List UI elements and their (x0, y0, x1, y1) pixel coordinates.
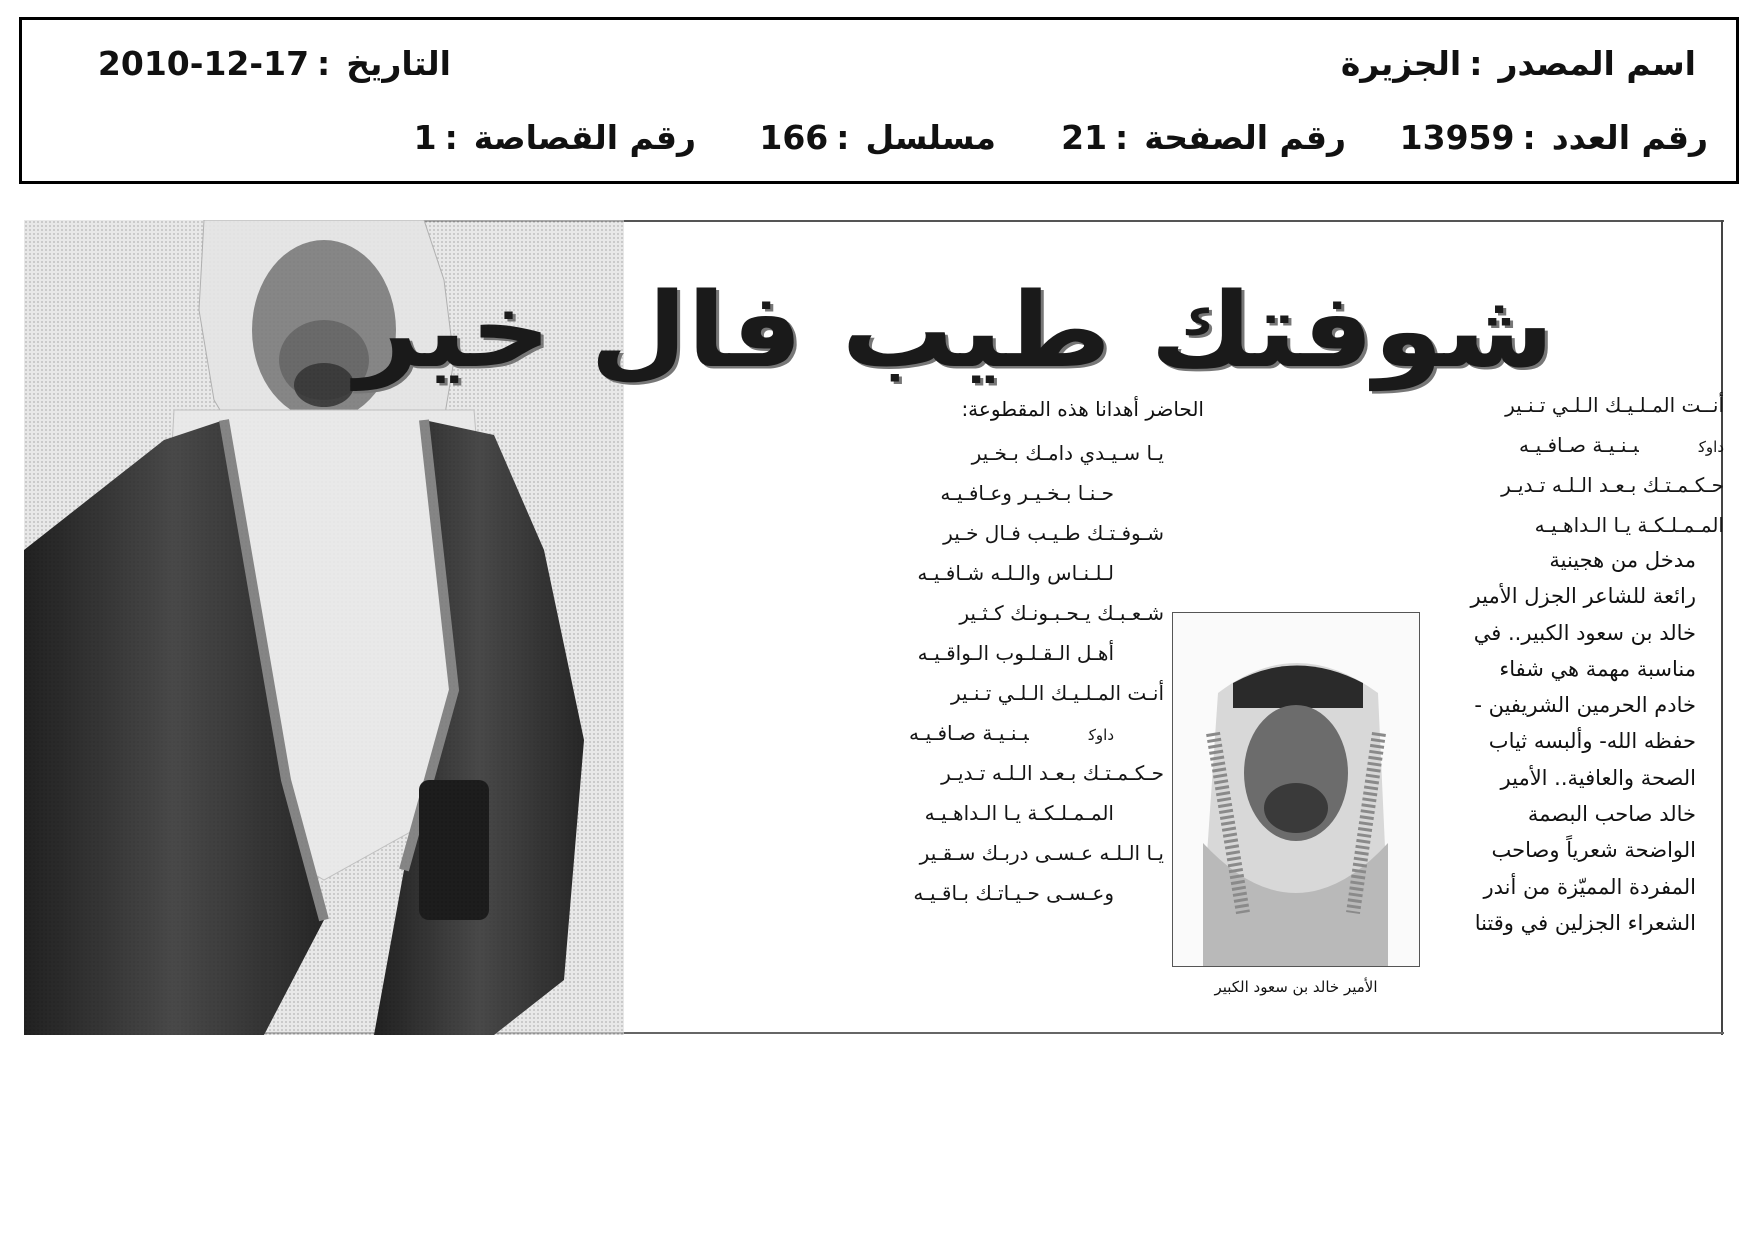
body-line: خالد بن سعود الكبير.. في (1473, 620, 1696, 645)
issue-value: 13959 (1399, 118, 1515, 157)
source-field: اسم المصدر:الجزيرة (1340, 44, 1696, 83)
date-label: التاريخ (346, 44, 451, 83)
serial-value: 166 (759, 118, 829, 157)
poem-right-line-4: المـمـلـكـة يـا الـداهـيـه (1534, 513, 1724, 537)
inset-caption: الأمير خالد بن سعود الكبير (1214, 978, 1378, 996)
page-value: 21 (1061, 118, 1108, 157)
date-value: 17-12-2010 (97, 44, 310, 83)
poem-left-line: أهـل الـقـلـوب الـواقـيـه (917, 641, 1114, 665)
poem-right-line-2: داوكبـنـيـة صـافـيـه (1519, 433, 1724, 457)
poem-left-line: حـكـمـتـك بـعـد الـلـه تـديـر (941, 761, 1164, 785)
source-value: الجزيرة (1340, 44, 1462, 83)
body-line: رائعة للشاعر الجزل الأمير (1470, 584, 1696, 609)
clip-label: رقم القصاصة (473, 118, 696, 157)
body-line: خالد صاحب البصمة (1527, 802, 1696, 827)
poem-left-line: شـعـبـك يـحـبـونـك كـثـير (959, 601, 1164, 625)
body-line: الشعراء الجزلين في وقتنا (1474, 910, 1696, 935)
page-field: رقم الصفحة:21 (1061, 118, 1346, 157)
poem-right-line-1: أنــت المـلـيـك الـلـي تـنـير (1505, 393, 1724, 417)
source-label: اسم المصدر (1498, 44, 1696, 83)
newspaper-clipping (24, 220, 1724, 1035)
body-line: خادم الحرمين الشريفين - (1474, 693, 1696, 718)
clip-field: رقم القصاصة:1 (413, 118, 696, 157)
serial-field: مسلسل:166 (759, 118, 996, 157)
body-line: المفردة المميّزة من أندر (1483, 874, 1696, 899)
poem-left-line: يـا سـيـدي دامـك بـخـير (971, 441, 1164, 465)
headline: شوفتك طيب فال خير (354, 271, 1554, 391)
poem-left-line: شـوفـتـك طـيـب فـال خـير (943, 521, 1164, 545)
poem-left-line: أنـت المـلـيـك الـلـي تـنـير (950, 681, 1164, 705)
poem-left-line: المـمـلـكـة يـا الـداهـيـه (924, 801, 1114, 825)
poem-left-line: وعـسـى حـيـاتـك بـاقـيـه (913, 881, 1114, 905)
blank-margin (0, 1036, 1754, 1240)
metadata-box (19, 17, 1739, 184)
poem-left-line: لـلـنـاس والـلـه شـافـيـه (917, 561, 1114, 585)
serial-label: مسلسل (865, 118, 996, 157)
clip-value: 1 (413, 118, 437, 157)
body-text (1424, 542, 1696, 941)
inset-photo (1172, 612, 1420, 967)
issue-label: رقم العدد (1551, 118, 1708, 157)
body-line: مدخل من هجينية (1549, 548, 1696, 572)
issue-field: رقم العدد:13959 (1399, 118, 1708, 157)
poem-left-line: يـا الـلـه عـسـى دربـك سـقـير (919, 841, 1164, 865)
page-label: رقم الصفحة (1144, 118, 1346, 157)
body-line: حفظه الله- وألبسه ثياب (1488, 729, 1696, 754)
poem-left-line: داوكبـنـيـة صـافـيـه (909, 721, 1114, 745)
body-line: مناسبة مهمة هي شفاء (1499, 656, 1696, 681)
inset-portrait (1173, 613, 1419, 966)
body-line: الصحة والعافية.. الأمير (1500, 765, 1696, 790)
left-intro: الحاضر أهدانا هذه المقطوعة: (961, 397, 1204, 421)
poem-right-line-3: حـكـمـتـك بـعـد الـلـه تـديـر (1501, 473, 1724, 497)
poem-left-line: حـنـا بـخـيـر وعـافـيـه (940, 481, 1114, 505)
body-line: الواضحة شعرياً وصاحب (1491, 838, 1696, 863)
clip-edge (1721, 220, 1723, 1035)
date-field: التاريخ:17-12-2010 (97, 44, 451, 83)
